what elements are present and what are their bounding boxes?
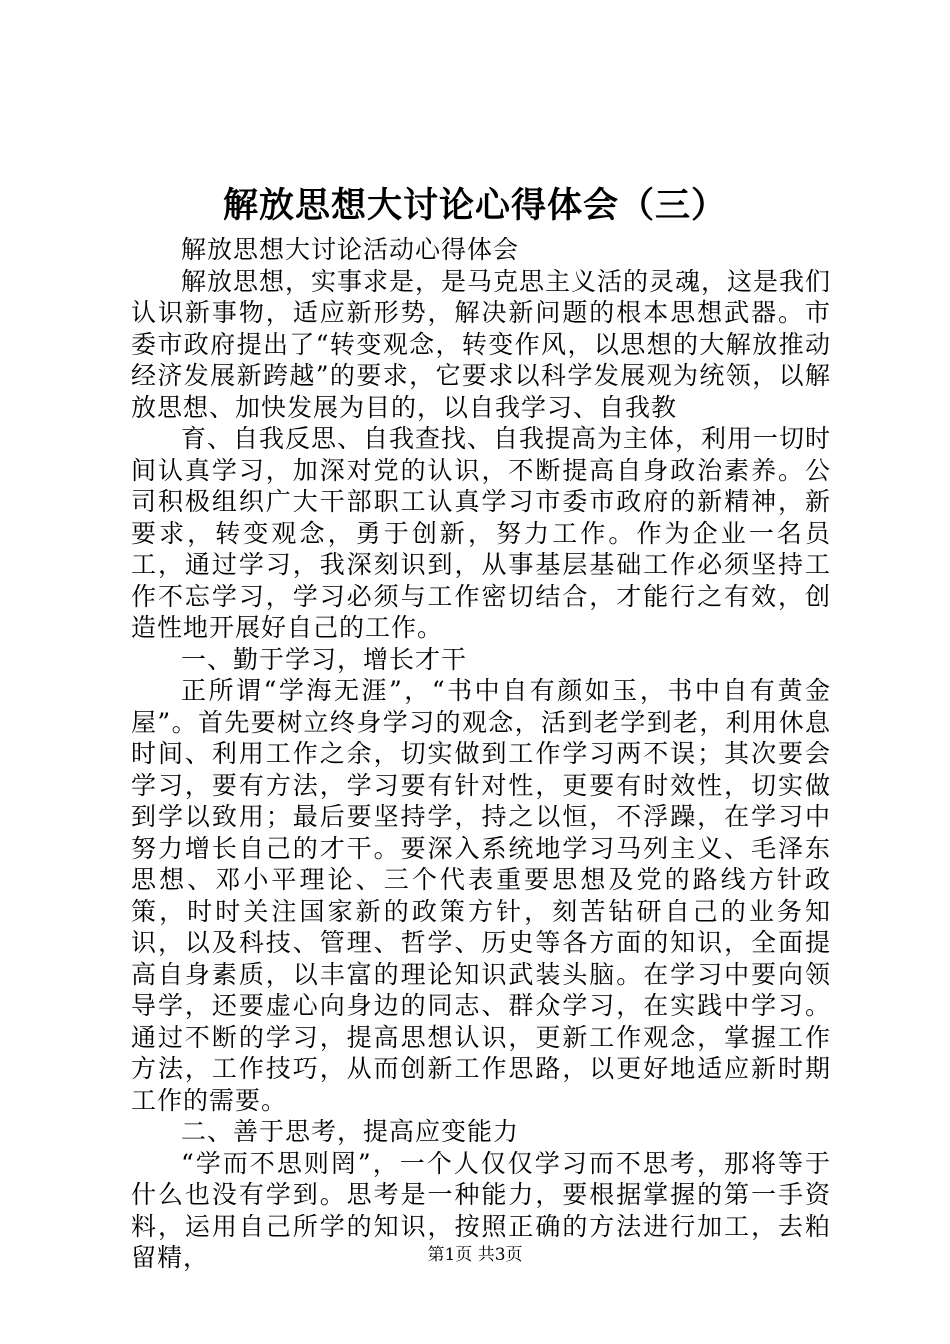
body-paragraph: 解放思想，实事求是，是马克思主义活的灵魂，这是我们认识新事物，适应新形势，解决新问题的根本思想武器。市委市政府提出了“转变观念，转变作风，以思想的大解放推动经济发展新跨越”的要求，它要求以科学发展观为统领，以解放思想、加快发展为目的，以自我学习、自我教 <box>131 266 832 422</box>
body-paragraph: 育、自我反思、自我查找、自我提高为主体，利用一切时间认真学习，加深对党的认识，不断提高自身政治素养。公司积极组织广大干部职工认真学习市委市政府的新精神，新要求，转变观念，勇于创新，努力工作。作为企业一名员工，通过学习，我深刻识到，从事基层基础工作必须坚持工作不忘学习，学习必须与工作密切结合，才能行之有效，创造性地开展好自己的工作。 <box>131 424 832 642</box>
subtitle-paragraph: 解放思想大讨论活动心得体会 <box>181 235 520 264</box>
body-paragraph: 正所谓“学海无涯”，“书中自有颜如玉，书中自有黄金屋”。首先要树立终身学习的观念，活到老学到老，利用休息时间、利用工作之余，切实做到工作学习两不误；其次要会学习，要有方法，学习要有针对性，更要有时效性，切实做到学以致用；最后要坚持学，持之以恒，不浮躁，在学习中努力增长自己的才干。要深入系统地学习马列主义、毛泽东思想、邓小平理论、三个代表重要思想及党的路线方针政策，时时关注国家新的政策方针，刻苦钻研自己的业务知识，以及科技、管理、哲学、历史等各方面的知识，全面提高自身素质，以丰富的理论知识武装头脑。在学习中要向领导学，还要虚心向身边的同志、群众学习，在实践中学习。通过不断的学习，提高思想认识，更新工作观念，掌握工作方法，工作技巧，从而创新工作思路，以更好地适应新时期工作的需要。 <box>131 676 831 1115</box>
section-heading: 二、善于思考，提高应变能力 <box>181 1117 520 1146</box>
document-title: 解放思想大讨论心得体会（三） <box>222 185 727 226</box>
page-footer: 第1页 共3页 <box>427 1245 523 1265</box>
body-paragraph: “学而不思则罔”，一个人仅仅学习而不思考，那将等于什么也没有学到。思考是一种能力，要根据掌握的第一手资料，运用自己所学的知识，按照正确的方法进行加工，去粕留精， <box>131 1148 831 1272</box>
document-body <box>131 234 831 1274</box>
section-heading: 一、勤于学习，增长才干 <box>181 644 468 674</box>
